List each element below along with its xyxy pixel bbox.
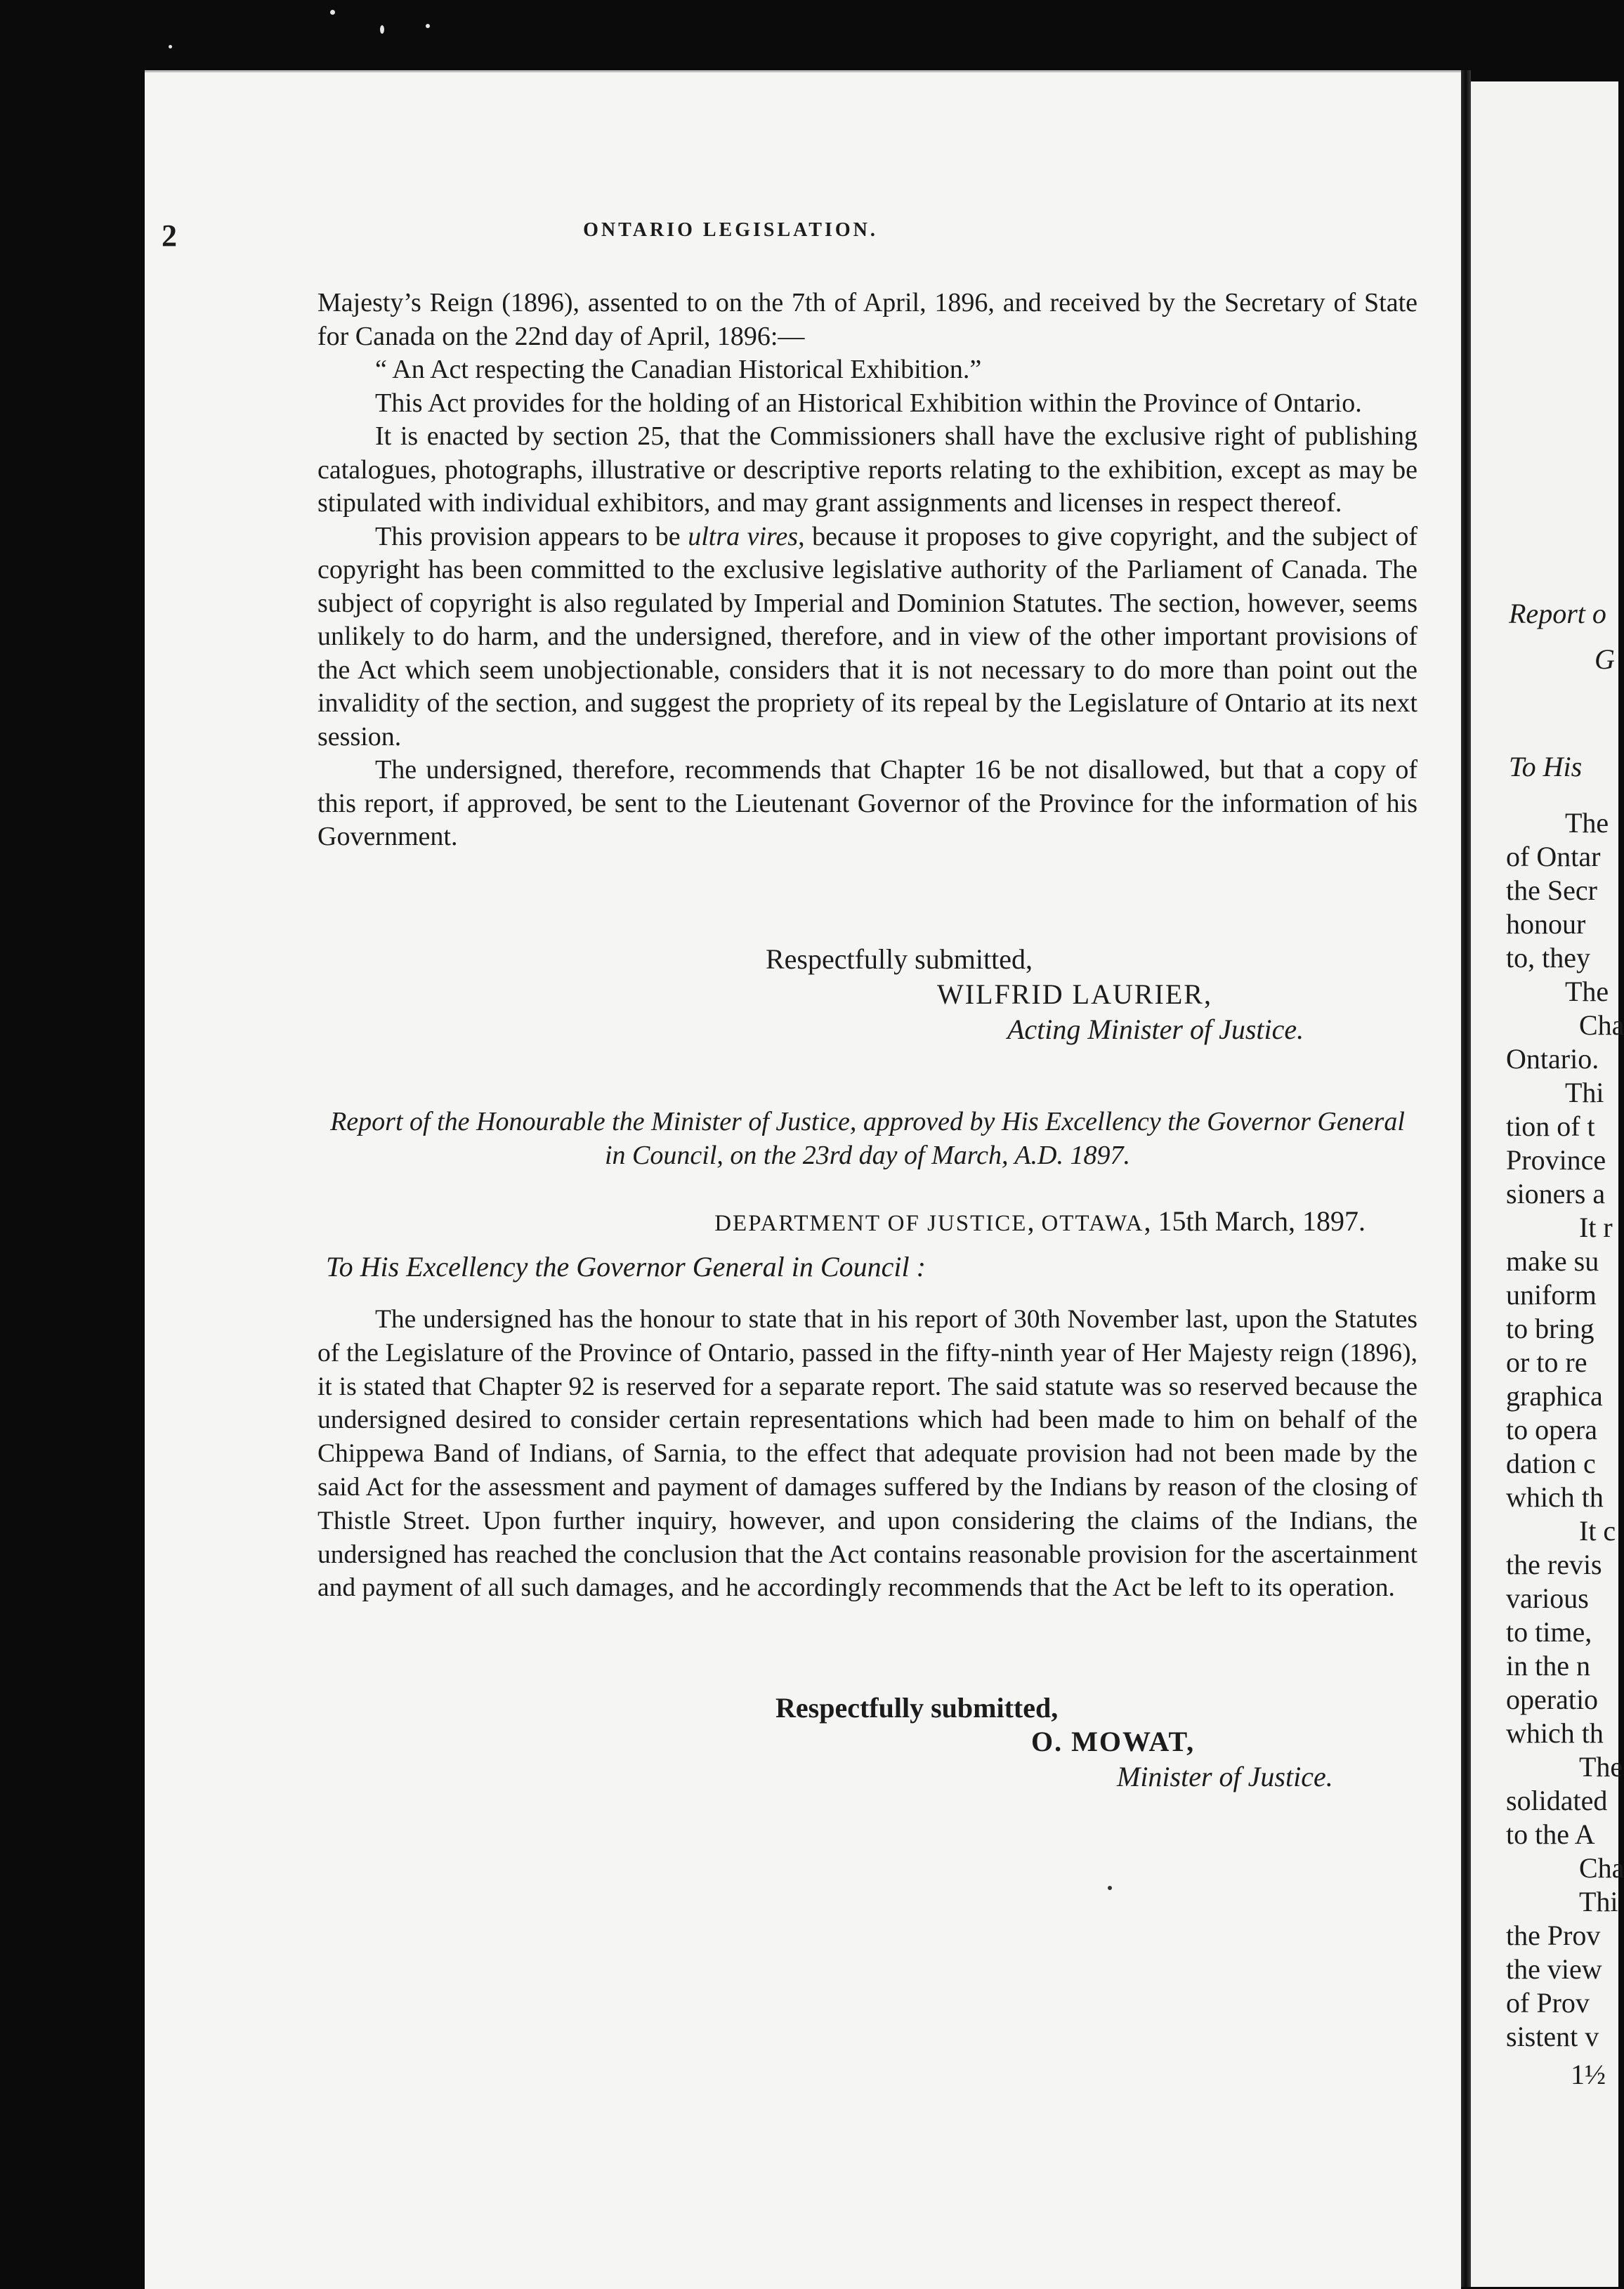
recommendation: The undersigned, therefore, recommends that Chapter 16 be not disallowed, but that a copy of this report, if approved, be sent to the Lieutenant Governor of the Province for the information of his Government. (317, 755, 1417, 851)
page-gutter (1461, 70, 1471, 2287)
act-summary (317, 287, 1417, 854)
right-page-fragment: Cha (1579, 1009, 1624, 1041)
scan-speck (426, 24, 430, 28)
right-page-fragment: or to re (1506, 1346, 1587, 1378)
right-page-fragment: to the A (1506, 1818, 1595, 1850)
right-page-fragment: operatio (1506, 1684, 1599, 1715)
paragraph-ultra-vires (317, 520, 1417, 754)
right-page-fragment: the revis (1506, 1549, 1602, 1580)
paragraph: It is enacted by section 25, that the Commissioners shall have the exclusive right of publishing catalogues, photographs, illustrative or descriptive reports relating to the exhibition, except as may be stipulated with individual exhibitors, and may grant assignments and licenses in respect thereof. (317, 421, 1417, 518)
right-page-fragment: uniform (1506, 1279, 1597, 1311)
italic-term: ultra vires (688, 521, 799, 551)
right-page-fragment: G (1594, 643, 1615, 675)
right-page-fragment: Cha (1579, 1852, 1624, 1884)
right-page-fragment: to time, (1506, 1616, 1592, 1648)
right-page-fragment: sioners a (1506, 1178, 1606, 1209)
right-page-fragment: which th (1506, 1717, 1604, 1749)
scan-speck (169, 45, 172, 48)
scan-speck (330, 10, 335, 15)
right-page-fragment: of Ontar (1506, 841, 1601, 872)
right-page-fragment: to, they (1506, 942, 1590, 973)
signatory-name: O. MOWAT, (1031, 1726, 1196, 1757)
date: 15th March, 1897. (1158, 1205, 1366, 1237)
city: OTTAWA (1041, 1211, 1144, 1236)
report-heading: Report of the Honourable the Minister of Justice, approved by His Excellency the Governor General in Council, on the 23rd day of March, A.D. 1897. (330, 1107, 1405, 1170)
right-page-fragment: It r (1579, 1212, 1613, 1243)
report-body (317, 1303, 1417, 1605)
right-page-fragment: The (1579, 1751, 1623, 1783)
salutation: To His Excellency the Governor General in Council : (326, 1251, 926, 1283)
separator: , (1144, 1205, 1158, 1237)
right-page-fragment: sistent v (1506, 2021, 1599, 2052)
right-page-fragment: to bring (1506, 1313, 1594, 1344)
right-page-fragment: honour (1506, 908, 1586, 940)
right-page-fragment: Report o (1509, 598, 1606, 629)
paragraph: Majesty’s Reign (1896), assented to on the 7th of April, 1896, and received by the Secretary of State for Canada on the 22nd day of April, 1896:— (317, 288, 1417, 351)
act-title: “ An Act respecting the Canadian Historical Exhibition.” (375, 355, 982, 384)
right-page-fragment: Province (1506, 1144, 1606, 1176)
right-page-fragment: to opera (1506, 1414, 1597, 1445)
page-number: 2 (162, 218, 177, 253)
right-page-fragment: 1½ (1571, 2059, 1606, 2090)
text-span: This provision appears to be (375, 521, 688, 551)
signatory-title: Acting Minister of Justice. (1007, 1014, 1304, 1045)
right-page-fragment: To His (1509, 751, 1583, 782)
paragraph: This Act provides for the holding of an Historical Exhibition within the Province of Ontario. (375, 388, 1362, 418)
separator: , (1027, 1205, 1042, 1237)
signatory-title: Minister of Justice. (1117, 1761, 1333, 1792)
right-page-fragment: the Prov (1506, 1920, 1601, 1951)
running-head: ONTARIO LEGISLATION. (583, 219, 878, 241)
paragraph: The undersigned has the honour to state that in his report of 30th November last, upon the Statutes of the Legislature of the Province of Ontario, passed in the fifty-ninth year of Her Majesty reign (1896), it is stated that Chapter 92 is reserved for a separate report. The said statute was so reserved because the undersigned desired to consider certain representations which had been made to him on behalf of the Chippewa Band of Indians, of Sarnia, to the effect that adequate provision had not been made by the said Act for the assessment and payment of damages suffered by the Indians by reason of the closing of Thistle Street. Upon further inquiry, however, and upon considering the claims of the Indians, the undersigned has reached the conclusion that the Act contains reasonable provision for the ascertainment and payment of all such damages, and he accordingly recommends that the Act be left to its operation. (317, 1305, 1417, 1603)
scan-speck (380, 25, 384, 34)
text-span: , because it proposes to give copyright, and the subject of copyright has been committed to the exclusive legislative authority of the Parliament of Canada. The subject of copyright is also regulated by Imperial and Dominion Statutes. The section, however, seems unlikely to do harm, and the undersigned, therefore, and in view of the other important provisions of the Act which seem unobjectionable, considers that it is not necessary to do more than point out the invalidity of the section, and suggest the propriety of its repeal by the Legislature of Ontario at its next session. (317, 521, 1417, 752)
dept-dateline (714, 1205, 1366, 1238)
right-page-fragment: which th (1506, 1481, 1604, 1513)
right-page-fragment: various (1506, 1582, 1589, 1614)
right-page-fragment: solidated (1506, 1785, 1608, 1816)
right-page-fragment: in the n (1506, 1650, 1590, 1681)
right-page-fragment: Thi (1579, 1886, 1618, 1917)
right-page-fragment: the view (1506, 1953, 1602, 1985)
department: DEPARTMENT OF JUSTICE (714, 1211, 1028, 1236)
stray-mark (1108, 1886, 1112, 1890)
right-page-fragment: of Prov (1506, 1987, 1590, 2019)
sign-off: Respectfully submitted, (766, 943, 1033, 975)
right-page-fragment: graphica (1506, 1380, 1603, 1412)
right-page-fragment: The (1565, 976, 1609, 1007)
signatory-name: WILFRID LAURIER, (937, 978, 1212, 1010)
right-page-fragment: the Secr (1506, 874, 1597, 906)
right-page-fragment: It c (1579, 1515, 1616, 1547)
right-page-fragment: Ontario. (1506, 1043, 1599, 1075)
right-page-fragment: tion of t (1506, 1110, 1595, 1142)
right-page-fragment: dation c (1506, 1448, 1596, 1479)
right-page-fragment: make su (1506, 1245, 1599, 1277)
sign-off: Respectfully submitted, (775, 1692, 1059, 1724)
right-page-fragment: The (1565, 807, 1609, 839)
right-page-fragment: Thi (1565, 1077, 1604, 1108)
